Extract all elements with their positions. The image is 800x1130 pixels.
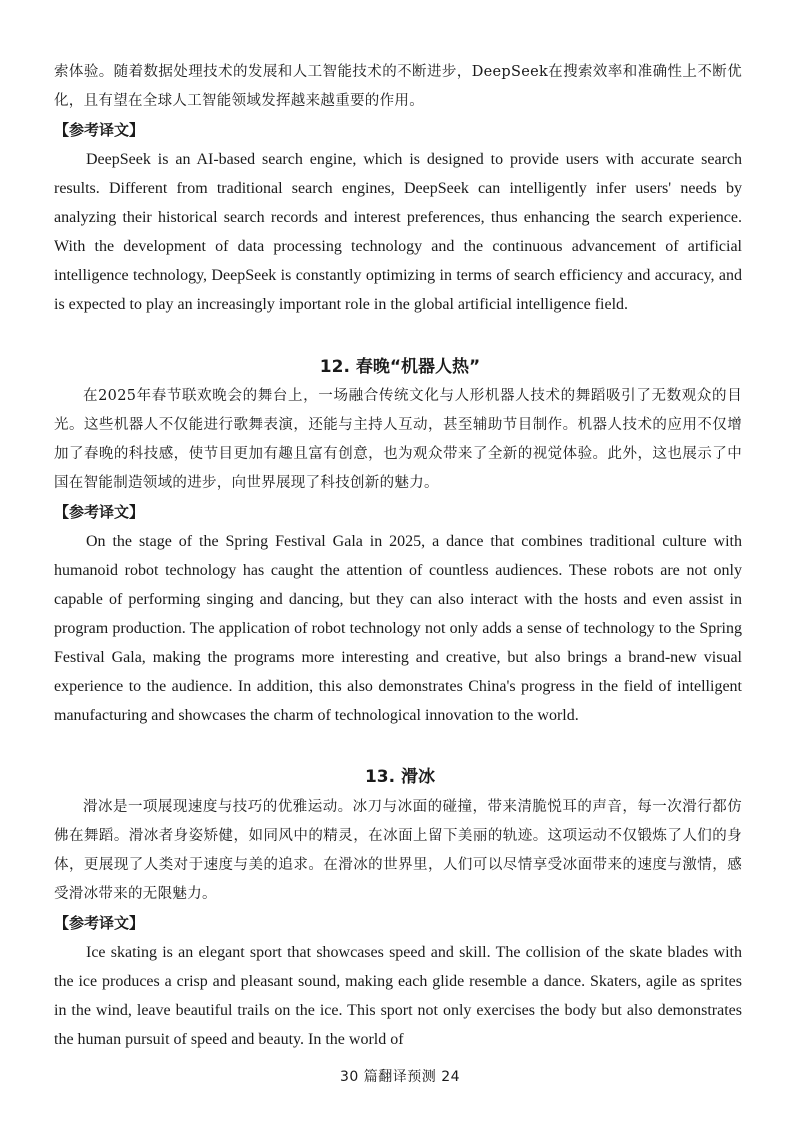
section-12-english-paragraph: On the stage of the Spring Festival Gala in 2025, a dance that combines traditional culture with humanoid robot technology has caught the attention of countless audiences. These robots are not only capable of performing singing and dancing, but they can also interact with the hosts and even assist in program production. The application of robot technology not only adds a sense of technology to the Spring Festival Gala, making the programs more interesting and creative, but also brings a brand-new visual experience to the audience. In addition, this also demonstrates China's progress in the field of intelligent manufacturing and showcases the charm of technological innovation to the world. <box>54 533 742 724</box>
section-12 <box>54 382 742 730</box>
intro-english-paragraph: DeepSeek is an AI-based search engine, which is designed to provide users with accurate search results. Different from traditional search engines, DeepSeek can intelligently infer users' needs by analyzing their historical search records and interest preferences, thus enhancing the search experience. With the development of data processing technology and the continuous advancement of artificial intelligence technology, DeepSeek is constantly optimizing in terms of search efficiency and accuracy, and is expected to play an increasingly important role in the global artificial intelligence field. <box>54 151 742 313</box>
intro-section <box>54 58 742 319</box>
section-13 <box>54 793 742 1054</box>
reference-translation-label: 【参考译文】 <box>54 121 145 139</box>
page-footer: 30 篇翻译预测 24 <box>339 1069 461 1085</box>
section-12-chinese-paragraph: 在2025年春节联欢晚会的舞台上，一场融合传统文化与人形机器人技术的舞蹈吸引了无数观众的目光。这些机器人不仅能进行歌舞表演，还能与主持人互动，甚至辅助节目制作。机器人技术的应用不仅增加了春晚的科技感，使节目更加有趣且富有创意，也为观众带来了全新的视觉体验。此外，这也展示了中国在智能制造领域的进步，向世界展现了科技创新的魅力。 <box>54 388 742 491</box>
section-13-english-paragraph: Ice skating is an elegant sport that showcases speed and skill. The collision of the skate blades with the ice produces a crisp and pleasant sound, making each glide resemble a dance. Skaters, agile as sprites in the wind, leave beautiful trails on the ice. This sport not only exercises the body but also demonstrates the human pursuit of speed and beauty. In the world of <box>54 944 742 1048</box>
section-13-title: 13. 滑冰 <box>364 767 436 787</box>
intro-chinese-paragraph: 索体验。随着数据处理技术的发展和人工智能技术的不断进步，DeepSeek在搜索效率和准确性上不断优化，且有望在全球人工智能领域发挥越来越重要的作用。 <box>54 64 742 109</box>
reference-translation-label: 【参考译文】 <box>54 914 145 932</box>
section-12-title: 12. 春晚“机器人热” <box>319 357 481 377</box>
section-13-chinese-paragraph: 滑冰是一项展现速度与技巧的优雅运动。冰刀与冰面的碰撞，带来清脆悦耳的声音，每一次滑行都仿佛在舞蹈。滑冰者身姿矫健，如同风中的精灵，在冰面上留下美丽的轨迹。这项运动不仅锻炼了人们的身体，更展现了人类对于速度与美的追求。在滑冰的世界里，人们可以尽情享受冰面带来的速度与激情，感受滑冰带来的无限魅力。 <box>54 799 742 902</box>
reference-translation-label: 【参考译文】 <box>54 503 145 521</box>
